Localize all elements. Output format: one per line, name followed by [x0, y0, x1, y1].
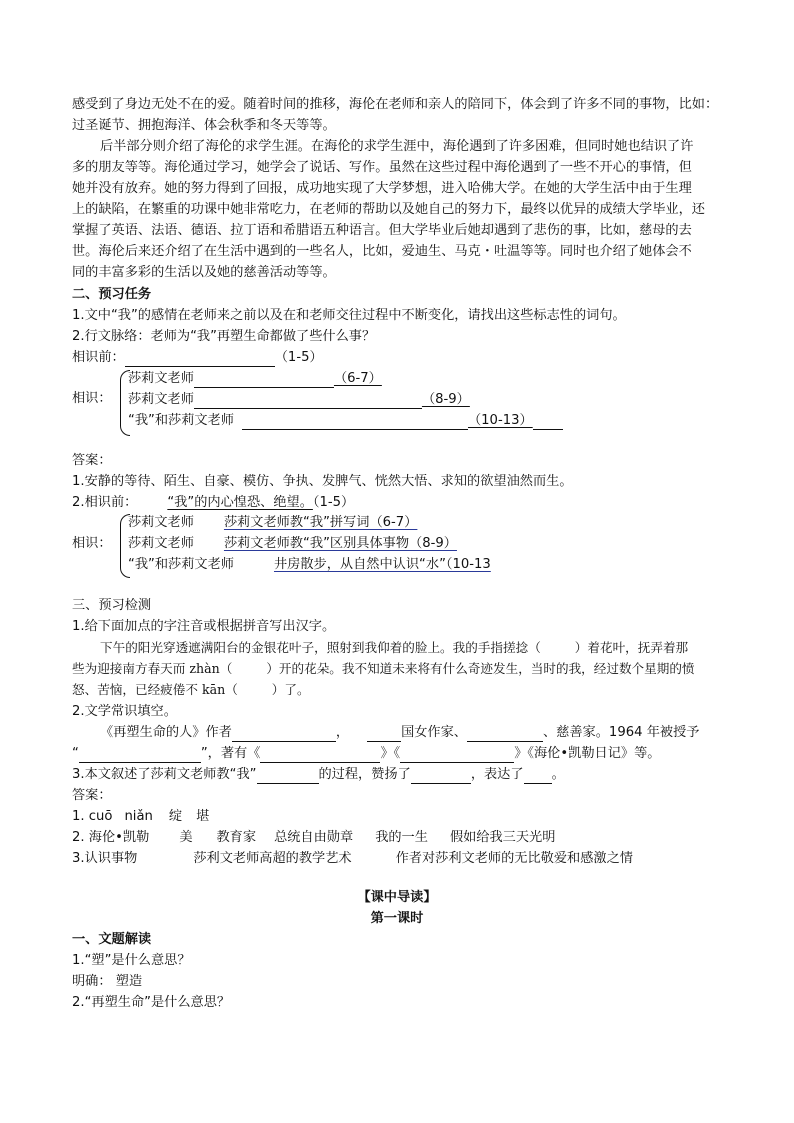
fill-row-2: “ ”，著有《 》《 》《海伦•凯勒日记》等。 [72, 746, 661, 761]
answer-label: 答案： [72, 788, 112, 803]
answer-item-who: 莎莉文老师 [128, 515, 194, 530]
check-answer-1: 1. cuō niǎn 绽 堪 [72, 809, 210, 824]
after-item-who: “我”和莎莉文老师 [128, 413, 234, 428]
after-blank[interactable] [242, 414, 468, 430]
answer-item-text: 井房散步，从自然中认识“水”（10-13 [273, 557, 491, 572]
in-class-answer-1: 明确： 塑造 [72, 974, 143, 989]
task-question-2: 2.行文脉络：老师为“我”再塑生命都做了些什么事？ [72, 329, 376, 344]
after-label: 相识： [72, 536, 112, 551]
answer-item-who: 莎莉文老师 [128, 536, 194, 551]
answer-item-text: 莎莉文老师教“我”区别具体事物（8-9） [223, 536, 457, 551]
career-blank[interactable] [467, 726, 543, 742]
fill-row-1: 《再塑生命的人》作者 ， 国女作家、 、慈善家。1964 年被授予 [100, 725, 700, 740]
book-blank-1[interactable] [260, 747, 380, 763]
intro-line: 掌握了英语、法语、德语、拉丁语和希腊语五种语言。但大学毕业后她却遇到了悲伤的事，比如，慈母的去 [72, 223, 692, 238]
answer-item-text: 莎莉文老师教“我”拼写词（6-7） [223, 515, 418, 530]
before-meeting-row [72, 349, 323, 367]
answer-2-range: （1-5） [312, 495, 355, 510]
after-label: 相识： [72, 391, 112, 406]
answer-1: 1.安静的等待、陌生、自豪、模仿、争执、发脾气、恍然大悟、求知的欲望油然而生。 [72, 474, 573, 489]
before-blank[interactable] [125, 351, 275, 367]
task-question-1: 1.文中“我”的感情在老师来之前以及在和老师交往过程中不断变化，请找出这些标志性的词句。 [72, 308, 626, 323]
in-class-question-2: 2.“再塑生命”是什么意思？ [72, 995, 231, 1010]
in-class-subtitle: 第一课时 [370, 911, 424, 926]
country-blank[interactable] [367, 726, 401, 742]
answer-2-prefix: 2.相识前： [72, 495, 138, 510]
after-item-2 [128, 391, 470, 409]
section-heading: 二、预习任务 [72, 287, 152, 302]
answer-label: 答案： [72, 453, 112, 468]
passage-line-1: 下午的阳光穿透遮满阳台的金银花叶子，照射到我仰着的脸上。我的手指搓捻（ ）着花叶，抚弄着那 [100, 640, 689, 655]
intro-line: 多的朋友等等。海伦通过学习，她学会了说话、写作。虽然在这些过程中海伦遇到了一些不开心的事情，但 [72, 160, 692, 175]
answer-2-before: “我”的内心惶恐、绝望。 [167, 495, 313, 510]
answer-item-2 [128, 535, 457, 553]
intro-line: 过圣诞节、拥抱海洋、体会秋季和冬天等等。 [72, 118, 336, 133]
intro-line: 后半部分则介绍了海伦的求学生涯。在海伦的求学生涯中，海伦遇到了许多困难，但同时她也结识了许 [100, 139, 694, 154]
praise-blank[interactable] [411, 768, 471, 784]
intro-line: 感受到了身边无处不在的爱。随着时间的推移，海伦在老师和亲人的陪同下，体会到了许多不同的事物，比如： [72, 97, 719, 112]
intro-line: 世。海伦后来还介绍了在生活中遇到的一些名人，比如，爱迪生、马克・吐温等等。同时也介绍了她体会不 [72, 244, 692, 259]
answer-item-3 [128, 556, 491, 574]
answer-2-row [72, 494, 354, 512]
after-item-1 [128, 370, 382, 388]
before-label: 相识前： [72, 350, 125, 365]
intro-line: 上的缺陷，在繁重的功课中她非常吃力，在老师的帮助以及她自己的努力下，最终以优异的成绩大学毕业，还 [72, 202, 705, 217]
after-item-who: 莎莉文老师 [128, 371, 194, 386]
check-question-2: 2.文学常识填空。 [72, 704, 177, 719]
intro-line: 同的丰富多彩的生活以及她的慈善活动等等。 [72, 265, 336, 280]
after-item-3 [128, 412, 563, 430]
check-answer-2: 2. 海伦•凯勒 美 教育家 总统自由勋章 我的一生 假如给我三天光明 [72, 830, 556, 845]
after-range: （8-9） [421, 392, 470, 407]
check-question-3: 3.本文叙述了莎莉文老师教“我” 的过程，赞扬了 ，表达了 。 [72, 767, 565, 782]
before-range: （1-5） [274, 350, 323, 365]
after-item-who: 莎莉文老师 [128, 392, 194, 407]
passage-line-2: 些为迎接南方春天而 zhàn（ ）开的花朵。我不知道未来将有什么奇迹发生，当时的我，经过数个星期的愤 [72, 661, 695, 676]
check-answer-3: 3.认识事物 莎利文老师高超的教学艺术 作者对莎利文老师的无比敬爱和感激之情 [72, 851, 633, 866]
after-range: （6-7） [333, 371, 382, 386]
answer-item-1 [128, 514, 417, 532]
in-class-question-1: 1.“塑”是什么意思？ [72, 953, 191, 968]
answer-item-who: “我”和莎莉文老师 [128, 557, 234, 572]
book-blank-2[interactable] [400, 747, 514, 763]
in-class-title: 【课中导读】 [357, 890, 437, 905]
after-blank[interactable] [194, 372, 334, 388]
after-blank[interactable] [194, 393, 422, 409]
process-blank[interactable] [257, 768, 319, 784]
intro-line: 她并没有放弃。她的努力得到了回报，成功地实现了大学梦想，进入哈佛大学。在她的大学生活中由于生理 [72, 181, 692, 196]
author-blank[interactable] [232, 726, 336, 742]
check-question-1: 1.给下面加点的字注音或根据拼音写出汉字。 [72, 619, 336, 634]
after-range: （10-13） [467, 413, 533, 428]
section-heading: 一、文题解读 [72, 932, 152, 947]
section-heading: 三、预习检测 [72, 598, 152, 613]
passage-line-3: 怒、苦恼，已经疲倦不 kān（ ）了。 [72, 682, 310, 697]
emotion-blank[interactable] [524, 768, 552, 784]
award-blank[interactable] [79, 747, 201, 763]
